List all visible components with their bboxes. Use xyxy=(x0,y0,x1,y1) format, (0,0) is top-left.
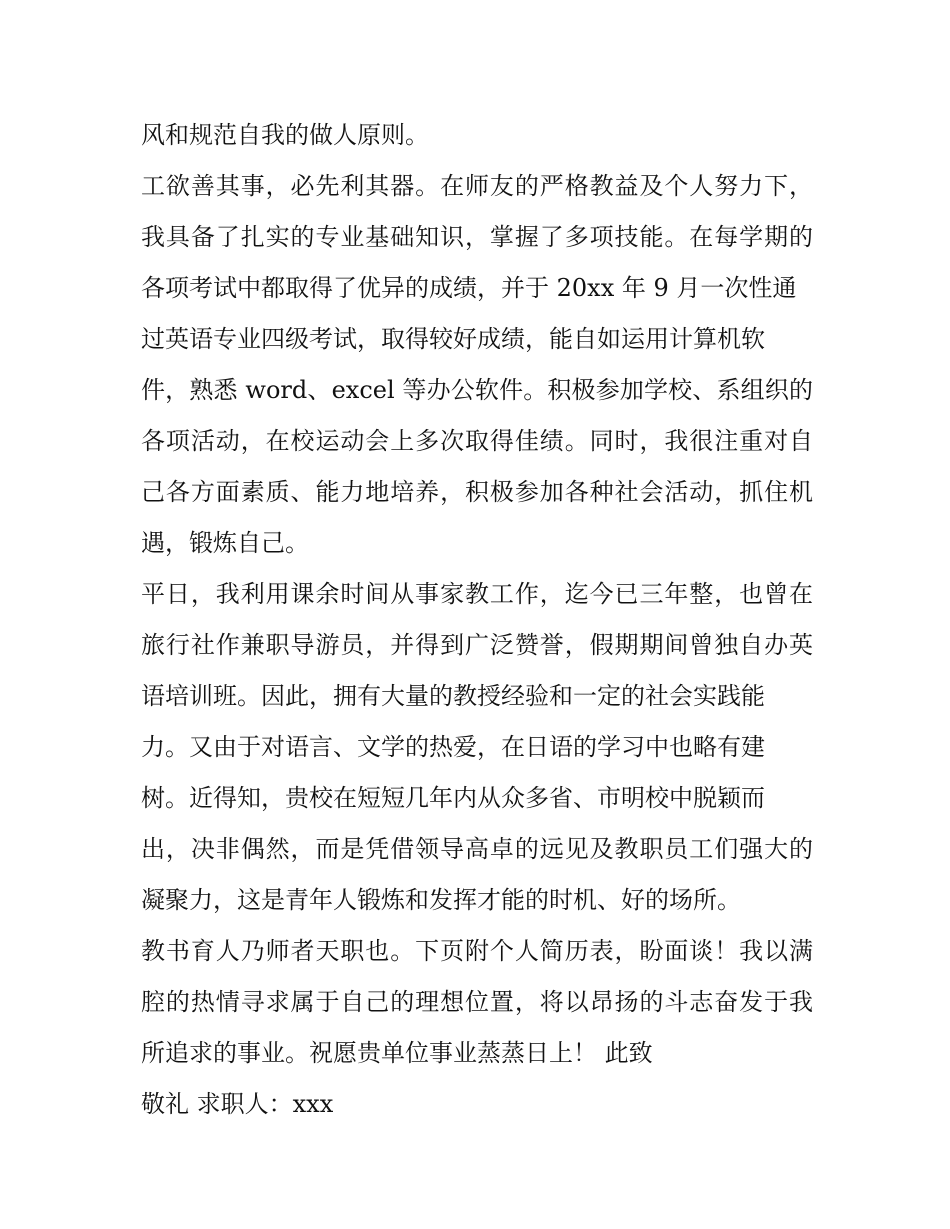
text-line: 己各方面素质、能力地培养，积极参加各种社会活动，抓住机 xyxy=(141,478,813,506)
text-line: 树。近得知，贵校在短短几年内从众多省、市明校中脱颖而 xyxy=(141,784,765,812)
text-line: 教书育人乃师者天职也。下页附个人简历表，盼面谈！我以满 xyxy=(141,937,813,965)
text-line: 遇，锻炼自己。 xyxy=(141,529,309,557)
text-line: 出，决非偶然，而是凭借领导高卓的远见及教职员工们强大的 xyxy=(141,835,813,863)
text-line: 件，熟悉 word、excel 等办公软件。积极参加学校、系组织的 xyxy=(141,376,813,404)
text-line: 我具备了扎实的专业基础知识，掌握了多项技能。在每学期的 xyxy=(141,223,813,251)
text-line: 力。又由于对语言、文学的热爱，在日语的学习中也略有建 xyxy=(141,733,765,761)
text-line: 过英语专业四级考试，取得较好成绩，能自如运用计算机软 xyxy=(141,325,765,353)
text-line: 旅行社作兼职导游员，并得到广泛赞誉，假期期间曾独自办英 xyxy=(141,631,813,659)
text-line: 语培训班。因此，拥有大量的教授经验和一定的社会实践能 xyxy=(141,682,765,710)
letter-body xyxy=(141,110,813,1130)
signature-line: 敬礼 求职人：xxx xyxy=(141,1090,334,1118)
text-line: 所追求的事业。祝愿贵单位事业蒸蒸日上！ 此致 xyxy=(141,1039,653,1067)
text-line: 凝聚力，这是青年人锻炼和发挥才能的时机、好的场所。 xyxy=(141,886,741,914)
text-line: 风和规范自我的做人原则。 xyxy=(141,121,429,149)
text-line: 各项考试中都取得了优异的成绩，并于 20xx 年 9 月一次性通 xyxy=(141,274,797,302)
text-line: 各项活动，在校运动会上多次取得佳绩。同时，我很注重对自 xyxy=(141,427,813,455)
text-line: 平日，我利用课余时间从事家教工作，迄今已三年整，也曾在 xyxy=(141,580,813,608)
text-line: 腔的热情寻求属于自己的理想位置，将以昂扬的斗志奋发于我 xyxy=(141,988,813,1016)
text-line: 工欲善其事，必先利其器。在师友的严格教益及个人努力下， xyxy=(141,172,813,200)
